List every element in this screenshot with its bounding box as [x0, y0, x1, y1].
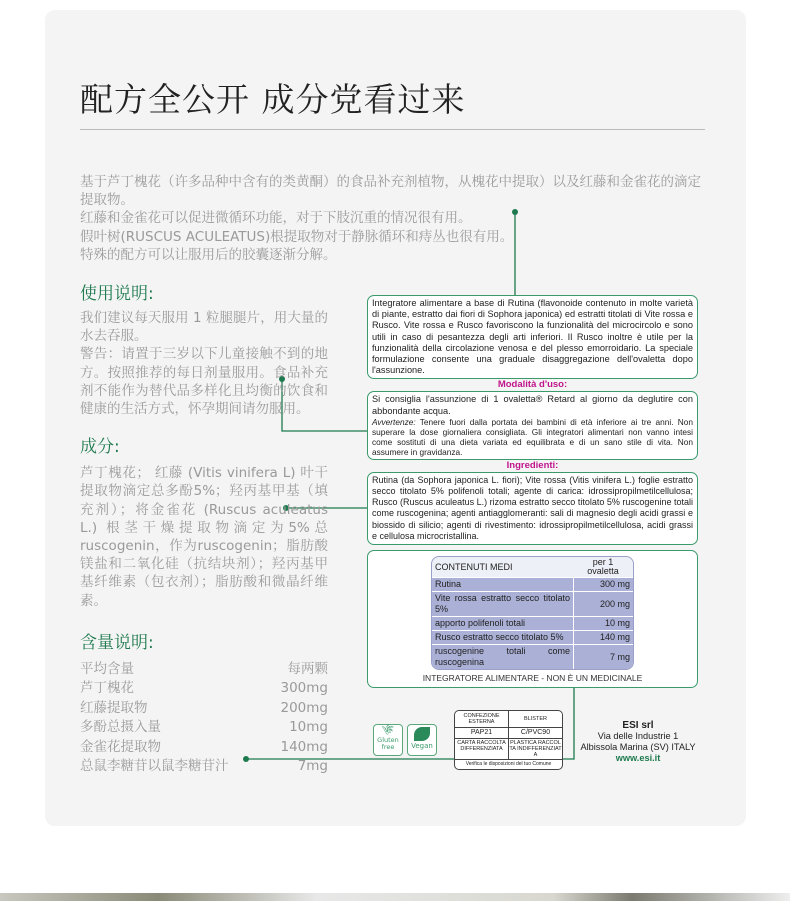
nut-row-label: apporto polifenoli totali	[432, 616, 573, 630]
vegan-badge	[407, 724, 437, 756]
row-label: 红藤提取物	[80, 699, 148, 716]
usage-line: 我们建议每天服用 1 粒腿腿片，用大量的水去吞服。	[80, 310, 328, 345]
badge-text: Vegan	[411, 742, 433, 751]
recycle-cell: CONFEZIONE ESTERNA	[455, 711, 509, 727]
label-description: Integratore alimentare a base di Rutina (flavonoide contenuto in molte varietà di piante, estratto dai fiori di Sophora japonica) ed estratti titolati di Vite rossa e Rusco. Vite rossa e Rusco favoriscono la funzionalità del microcircolo e sono utili in caso di pesantezza degli arti inferiori. Il Rusco inoltre è utile per la funzionalità della circolazione venosa e del plesso emorroidario. La speciale formulazione consente una graduale disaggregazione dell'ovaletta dopo l'assunzione.	[367, 295, 698, 379]
label-panel	[367, 295, 698, 786]
badge-text: Gluten free	[377, 736, 399, 752]
recycle-cell: C/PVC90	[520, 729, 551, 737]
recycle-cell: CARTA RACCOLTA DIFFERENZIATA	[455, 739, 509, 759]
warning-text: Tenere fuori dalla portata dei bambini di età inferiore ai tre anni. Non superare la dose giornaliera consigliata. Gli integratori alimentari non vanno intesi come sostituti di una dieta variata ed equilibrata e di un sano stile di vita. Non assumere in gravidanza.	[372, 416, 693, 457]
row-value: 10mg	[289, 719, 328, 736]
recycle-cell: PAP21	[455, 728, 509, 738]
intro-line: 特殊的配方可以让服用后的胶囊逐渐分解。	[80, 246, 337, 263]
bottom-image-strip	[0, 893, 790, 901]
recycle-cell: BLISTER	[524, 716, 547, 723]
row-label: 金雀花提取物	[80, 738, 161, 755]
nut-header: CONTENUTI MEDI	[435, 561, 513, 572]
intro-line: 假叶树(RUSCUS ACULEATUS)根提取物对于静脉循环和痔丛也很有用。	[80, 228, 514, 245]
row-value: 140mg	[280, 738, 328, 755]
usage-heading: 使用说明:	[80, 284, 154, 304]
row-label: 芦丁槐花	[80, 680, 134, 697]
nut-row-value: 10 mg	[573, 616, 633, 630]
nut-row-label: Rutina	[432, 577, 573, 591]
label-usage-heading: Modalità d'uso:	[497, 379, 568, 391]
nut-header: per 1 ovaletta	[587, 557, 619, 577]
row-label: 多酚总摄入量	[80, 719, 161, 736]
row-label: 总鼠李糖苷以鼠李糖苷汁	[80, 758, 229, 775]
company-address: Albissola Marina (SV) ITALY	[580, 742, 696, 753]
nutrition-footer: INTEGRATORE ALIMENTARE - NON È UN MEDICINALE	[422, 673, 643, 684]
content-row	[80, 699, 328, 719]
row-value: 300mg	[280, 680, 328, 697]
company-website[interactable]: www.esi.it	[615, 753, 661, 764]
label-ingredients: Rutina (da Sophora japonica L. fiori); Vite rossa (Vitis vinifera L.) foglie estratto secco titolato 5% polifenoli totali; agente di carica: idrossipropilmetilcellulosa; Rusco (Ruscus aculeatus L.) rizoma estratto secco titolato 5% ruscogenine totali come ruscogenina; agenti antiagglomeranti: sali di magnesio degli acidi grassi e biossido di silicio; agenti di rivestimento: idrossipropilmetilcellulosa, acidi grassi e cellulosa microcristallina.	[367, 472, 698, 545]
label-bottom-row	[367, 710, 698, 786]
company-address: Via delle Industrie 1	[597, 731, 679, 742]
row-value: 每两颗	[287, 660, 328, 677]
ingredients-heading: 成分:	[80, 437, 120, 458]
nut-row-value: 300 mg	[573, 577, 633, 591]
recycling-table	[454, 710, 563, 770]
ingredients-text: 芦丁槐花； 红藤 (Vitis vinifera L) 叶干提取物滴定总多酚5%；羟丙基甲基（填充剂）；将金雀花 (Ruscus aculeatus L.) 根茎干燥提取物滴定为5%总ruscogenin，作为ruscogenin；脂肪酸镁盐和二氧化硅（抗结块剂）；羟丙基甲基纤维素（包衣剂）；脂肪酸和微晶纤维素。	[80, 465, 328, 609]
label-ingredients-heading: Ingredienti:	[506, 459, 559, 471]
nutrition-table	[431, 556, 634, 670]
warning-label: Avvertenze:	[372, 416, 416, 427]
recycle-cell: PLASTICA RACCOLTA INDIFFERENZIATA	[509, 740, 562, 759]
row-value: 7mg	[297, 758, 328, 775]
leaf-icon	[414, 727, 430, 741]
usage-line: 警告：请置于三岁以下儿童接触不到的地方。按照推荐的每日剂量服用。食品补充剂不能作为替代品多样化且均衡的饮食和健康的生活方式，怀孕期间请勿服用。	[80, 346, 328, 418]
content-heading: 含量说明:	[80, 632, 154, 653]
label-usage	[367, 391, 698, 459]
wheat-icon: 🌾︎	[381, 725, 395, 737]
nut-row-value: 7 mg	[573, 644, 633, 669]
gluten-free-badge	[373, 724, 403, 756]
nut-row-label: ruscogenine totali come ruscogenina	[432, 644, 573, 669]
content-row	[80, 738, 328, 758]
content-row	[80, 679, 328, 699]
company-name: ESI srl	[622, 720, 654, 732]
content-row	[80, 757, 328, 777]
row-label: 平均含量	[80, 660, 134, 677]
nut-row-value: 200 mg	[573, 591, 633, 616]
connector-dot	[512, 209, 518, 215]
content-table	[80, 660, 328, 777]
row-value: 200mg	[280, 699, 328, 716]
nut-row-label: Vite rossa estratto secco titolato 5%	[432, 591, 573, 616]
intro-line: 基于芦丁槐花（许多品种中含有的类黄酮）的食品补充剂植物，从槐花中提取）以及红藤和金雀花的滴定提取物。	[80, 174, 701, 209]
left-column	[80, 283, 328, 777]
page-title: 配方全公开 成分党看过来	[80, 80, 466, 119]
intro-line: 红藤和金雀花可以促进微循环功能，对于下肢沉重的情况很有用。	[80, 210, 472, 227]
label-usage-text: Si consiglia l'assunzione di 1 ovaletta® Retard al giorno da deglutire con abbondante acqua.	[372, 394, 693, 416]
recycle-note: Verifica le disposizioni del tuo Comune	[465, 761, 552, 768]
nut-row-label: Rusco estratto secco titolato 5%	[432, 630, 573, 644]
content-row	[80, 718, 328, 738]
content-row	[80, 660, 328, 680]
usage-text	[80, 309, 328, 418]
company-info	[578, 720, 698, 764]
label-nutrition-box	[367, 550, 698, 688]
nut-row-value: 140 mg	[573, 630, 633, 644]
